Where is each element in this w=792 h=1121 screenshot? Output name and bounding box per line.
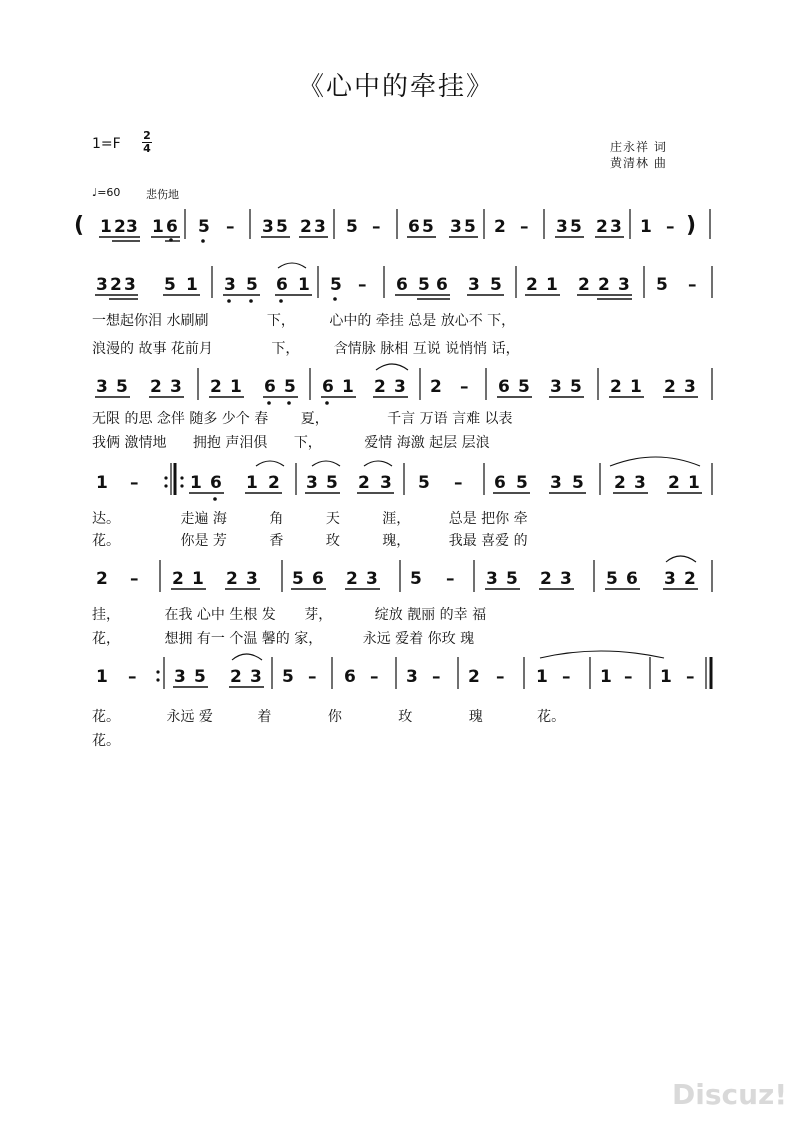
- svg-text:–: –: [130, 473, 139, 493]
- mood-marking: 悲伤地: [146, 188, 179, 201]
- svg-text:5: 5: [116, 377, 128, 397]
- lyric-seg: 芽，: [304, 607, 333, 623]
- svg-text:1: 1: [96, 667, 108, 687]
- svg-text:2: 2: [430, 377, 442, 397]
- svg-text:3: 3: [550, 377, 562, 397]
- svg-text:–: –: [358, 275, 367, 295]
- svg-text:5: 5: [292, 569, 304, 589]
- svg-text:5: 5: [194, 667, 206, 687]
- watermark: Discuz!: [672, 1078, 788, 1111]
- lyric-seg: 我最 喜爱 的: [448, 533, 528, 549]
- lyric-seg: 在我 心中 生根 发: [164, 607, 276, 623]
- svg-text:2: 2: [374, 377, 386, 397]
- lyric-seg: 香: [269, 533, 284, 549]
- svg-text:5: 5: [464, 217, 476, 237]
- svg-text:–: –: [128, 667, 137, 687]
- svg-text:5: 5: [330, 275, 342, 295]
- svg-text:–: –: [686, 667, 695, 687]
- lyric-seg: 花。: [537, 709, 566, 725]
- svg-text:(: (: [74, 213, 85, 238]
- music-line-4: [96, 457, 712, 501]
- lyric-seg: 我俩 激情地: [92, 435, 167, 451]
- svg-text:3: 3: [684, 377, 696, 397]
- svg-text:2: 2: [578, 275, 590, 295]
- svg-text:2: 2: [210, 377, 222, 397]
- svg-text:–: –: [370, 667, 379, 687]
- lyric-seg: 绽放 靓丽 的幸 福: [374, 607, 487, 623]
- lyric-seg: 涯，: [382, 511, 411, 527]
- lyric-seg: 夏，: [300, 411, 329, 427]
- svg-text:2: 2: [226, 569, 238, 589]
- svg-text:1: 1: [660, 667, 672, 687]
- key-signature: 1=F: [92, 136, 121, 152]
- svg-text:3: 3: [170, 377, 182, 397]
- time-signature-bottom: 4: [143, 142, 151, 155]
- svg-text:2: 2: [96, 569, 108, 589]
- lyric-line-4a: [92, 604, 486, 624]
- svg-text:5: 5: [516, 473, 528, 493]
- lyric-seg: 拥抱 声泪俱: [192, 435, 268, 451]
- svg-text:–: –: [460, 377, 469, 397]
- svg-text:1: 1: [186, 275, 198, 295]
- svg-text:2: 2: [610, 377, 622, 397]
- svg-text:1: 1: [688, 473, 700, 493]
- svg-text:3: 3: [634, 473, 646, 493]
- svg-text:2: 2: [150, 377, 162, 397]
- svg-text:3: 3: [468, 275, 480, 295]
- lyric-seg: 下，: [293, 435, 322, 451]
- lyric-line-3a: [92, 508, 528, 528]
- svg-text:1: 1: [298, 275, 310, 295]
- svg-text:6: 6: [166, 217, 178, 237]
- svg-text:–: –: [454, 473, 463, 493]
- svg-text:1: 1: [640, 217, 652, 237]
- svg-text:5: 5: [572, 473, 584, 493]
- svg-text:5: 5: [418, 275, 430, 295]
- lyric-seg: 含情脉 脉相 互说 说悄悄 话，: [333, 341, 520, 357]
- svg-text:3: 3: [610, 217, 622, 237]
- composer-credit: 黄清林 曲: [610, 156, 667, 170]
- music-line-2: [95, 263, 712, 303]
- svg-text:5: 5: [410, 569, 422, 589]
- svg-text:5: 5: [422, 217, 434, 237]
- svg-text:1: 1: [190, 473, 202, 493]
- svg-text:2: 2: [110, 275, 122, 295]
- svg-text:1: 1: [246, 473, 258, 493]
- svg-text:3: 3: [366, 569, 378, 589]
- svg-text:6: 6: [322, 377, 334, 397]
- svg-text:–: –: [446, 569, 455, 589]
- lyric-seg: 下，: [271, 341, 300, 357]
- lyric-seg: 你: [327, 709, 342, 725]
- lyric-seg: 浪漫的 故事 花前月: [92, 341, 213, 357]
- svg-text:2: 2: [526, 275, 538, 295]
- svg-text:5: 5: [164, 275, 176, 295]
- time-signature-top: 2: [143, 129, 151, 142]
- lyric-seg: 总是 把你 牵: [448, 511, 528, 527]
- svg-text:3: 3: [618, 275, 630, 295]
- svg-text:5: 5: [282, 667, 294, 687]
- lyric-seg: 着: [257, 709, 272, 725]
- svg-text:1: 1: [600, 667, 612, 687]
- svg-text:3: 3: [174, 667, 186, 687]
- svg-text:1: 1: [630, 377, 642, 397]
- svg-text:–: –: [308, 667, 317, 687]
- svg-text:5: 5: [506, 569, 518, 589]
- lyric-seg: 千言 万语 言难 以表: [387, 411, 513, 427]
- svg-text:5: 5: [518, 377, 530, 397]
- lyric-seg: 玫: [325, 533, 340, 549]
- music-line-1: [74, 209, 710, 243]
- svg-text:3: 3: [380, 473, 392, 493]
- lyric-line-1b: [92, 338, 520, 358]
- svg-text:3: 3: [664, 569, 676, 589]
- svg-text:5: 5: [326, 473, 338, 493]
- svg-text:–: –: [562, 667, 571, 687]
- lyric-seg: 花。: [92, 733, 120, 749]
- svg-text:2: 2: [614, 473, 626, 493]
- svg-text:2: 2: [114, 217, 126, 237]
- lyric-line-5b: [92, 730, 120, 750]
- svg-text:5: 5: [418, 473, 430, 493]
- svg-text:6: 6: [436, 275, 448, 295]
- svg-text:2: 2: [268, 473, 280, 493]
- svg-text:3: 3: [394, 377, 406, 397]
- svg-text:3: 3: [246, 569, 258, 589]
- svg-text:6: 6: [264, 377, 276, 397]
- svg-text:6: 6: [396, 275, 408, 295]
- svg-text:6: 6: [626, 569, 638, 589]
- lyric-seg: 天: [325, 511, 340, 527]
- svg-text:–: –: [372, 217, 381, 237]
- lyric-seg: 你是 芳: [180, 533, 227, 549]
- lyric-seg: 心中的 牵挂 总是 放心不 下，: [329, 313, 516, 329]
- music-line-6: [96, 651, 711, 689]
- lyric-seg: 走遍 海: [180, 511, 227, 527]
- svg-text:6: 6: [210, 473, 222, 493]
- svg-text:3: 3: [550, 473, 562, 493]
- svg-text:–: –: [130, 569, 139, 589]
- music-line-text: [0, 0, 1, 1]
- lyric-line-2a: [92, 408, 513, 428]
- svg-text:5: 5: [606, 569, 618, 589]
- svg-text:6: 6: [498, 377, 510, 397]
- lyric-seg: 挂，: [92, 607, 120, 623]
- svg-text:5: 5: [346, 217, 358, 237]
- svg-text:2: 2: [596, 217, 608, 237]
- svg-text:3: 3: [250, 667, 262, 687]
- svg-text:2: 2: [668, 473, 680, 493]
- svg-text:3: 3: [450, 217, 462, 237]
- svg-text:–: –: [496, 667, 505, 687]
- svg-text:2: 2: [468, 667, 480, 687]
- music-line-5: [96, 556, 712, 592]
- lyric-line-3b: [92, 530, 528, 550]
- page-title: 《心中的牵挂》: [297, 72, 494, 102]
- lyric-seg: 想拥 有一 个温 馨的 家，: [164, 631, 323, 647]
- svg-text:3: 3: [560, 569, 572, 589]
- svg-text:–: –: [226, 217, 235, 237]
- svg-text:6: 6: [276, 275, 288, 295]
- svg-text:2: 2: [664, 377, 676, 397]
- svg-text:6: 6: [408, 217, 420, 237]
- lyric-seg: 一想起你泪 水刷刷: [92, 313, 209, 329]
- svg-text:–: –: [520, 217, 529, 237]
- svg-text:2: 2: [230, 667, 242, 687]
- svg-text:5: 5: [570, 377, 582, 397]
- svg-text:2: 2: [684, 569, 696, 589]
- svg-text:3: 3: [306, 473, 318, 493]
- svg-text:2: 2: [172, 569, 184, 589]
- svg-text:1: 1: [230, 377, 242, 397]
- lyricist-credit: 庄永祥 词: [610, 140, 667, 154]
- svg-text:1: 1: [96, 473, 108, 493]
- svg-text:–: –: [432, 667, 441, 687]
- svg-text:5: 5: [490, 275, 502, 295]
- svg-text:3: 3: [556, 217, 568, 237]
- svg-text:1: 1: [100, 217, 112, 237]
- svg-text:1: 1: [192, 569, 204, 589]
- svg-text:1: 1: [536, 667, 548, 687]
- svg-text:–: –: [688, 275, 697, 295]
- lyric-seg: 瑰: [468, 709, 483, 725]
- svg-text:2: 2: [494, 217, 506, 237]
- lyric-seg: 玫: [398, 709, 413, 725]
- lyric-seg: 瑰，: [382, 533, 411, 549]
- svg-text:3: 3: [262, 217, 274, 237]
- svg-text:3: 3: [96, 377, 108, 397]
- svg-text:2: 2: [540, 569, 552, 589]
- svg-text:6: 6: [494, 473, 506, 493]
- svg-text:3: 3: [224, 275, 236, 295]
- lyric-seg: 永远 爱着 你玫 瑰: [362, 631, 475, 647]
- svg-text:5: 5: [246, 275, 258, 295]
- svg-text:–: –: [666, 217, 675, 237]
- lyric-seg: 角: [269, 511, 284, 527]
- lyric-seg: 下，: [266, 313, 295, 329]
- svg-text:3: 3: [124, 275, 136, 295]
- svg-text:2: 2: [346, 569, 358, 589]
- svg-text:6: 6: [344, 667, 356, 687]
- lyric-line-4b: [92, 628, 474, 648]
- svg-text:3: 3: [406, 667, 418, 687]
- svg-text:1: 1: [546, 275, 558, 295]
- svg-text:3: 3: [96, 275, 108, 295]
- svg-text:3: 3: [126, 217, 138, 237]
- lyric-seg: 爱情 海激 起层 层浪: [364, 435, 490, 451]
- svg-text:): ): [686, 213, 697, 238]
- svg-text:3: 3: [486, 569, 498, 589]
- lyric-seg: 花。: [92, 709, 120, 725]
- lyric-seg: 永远 爱: [166, 709, 213, 725]
- svg-text:5: 5: [198, 217, 210, 237]
- lyric-seg: 花，: [92, 631, 120, 647]
- svg-text:–: –: [624, 667, 633, 687]
- lyric-line-1a: [92, 310, 515, 330]
- lyric-seg: 花。: [92, 533, 120, 549]
- lyric-line-2b: [92, 432, 490, 452]
- svg-text:5: 5: [276, 217, 288, 237]
- svg-text:2: 2: [300, 217, 312, 237]
- svg-text:5: 5: [570, 217, 582, 237]
- svg-text:5: 5: [284, 377, 296, 397]
- svg-text:1: 1: [152, 217, 164, 237]
- music-line-3: [95, 364, 712, 405]
- lyric-seg: 达。: [92, 511, 120, 527]
- lyric-seg: 无限 的思 念伴 随多 少个 春: [92, 411, 269, 427]
- svg-text:3: 3: [314, 217, 326, 237]
- svg-text:6: 6: [312, 569, 324, 589]
- svg-text:5: 5: [656, 275, 668, 295]
- tempo-marking: ♩=60: [92, 186, 121, 199]
- svg-text:2: 2: [598, 275, 610, 295]
- lyric-line-5a: [92, 706, 565, 726]
- svg-text:1: 1: [342, 377, 354, 397]
- svg-text:2: 2: [358, 473, 370, 493]
